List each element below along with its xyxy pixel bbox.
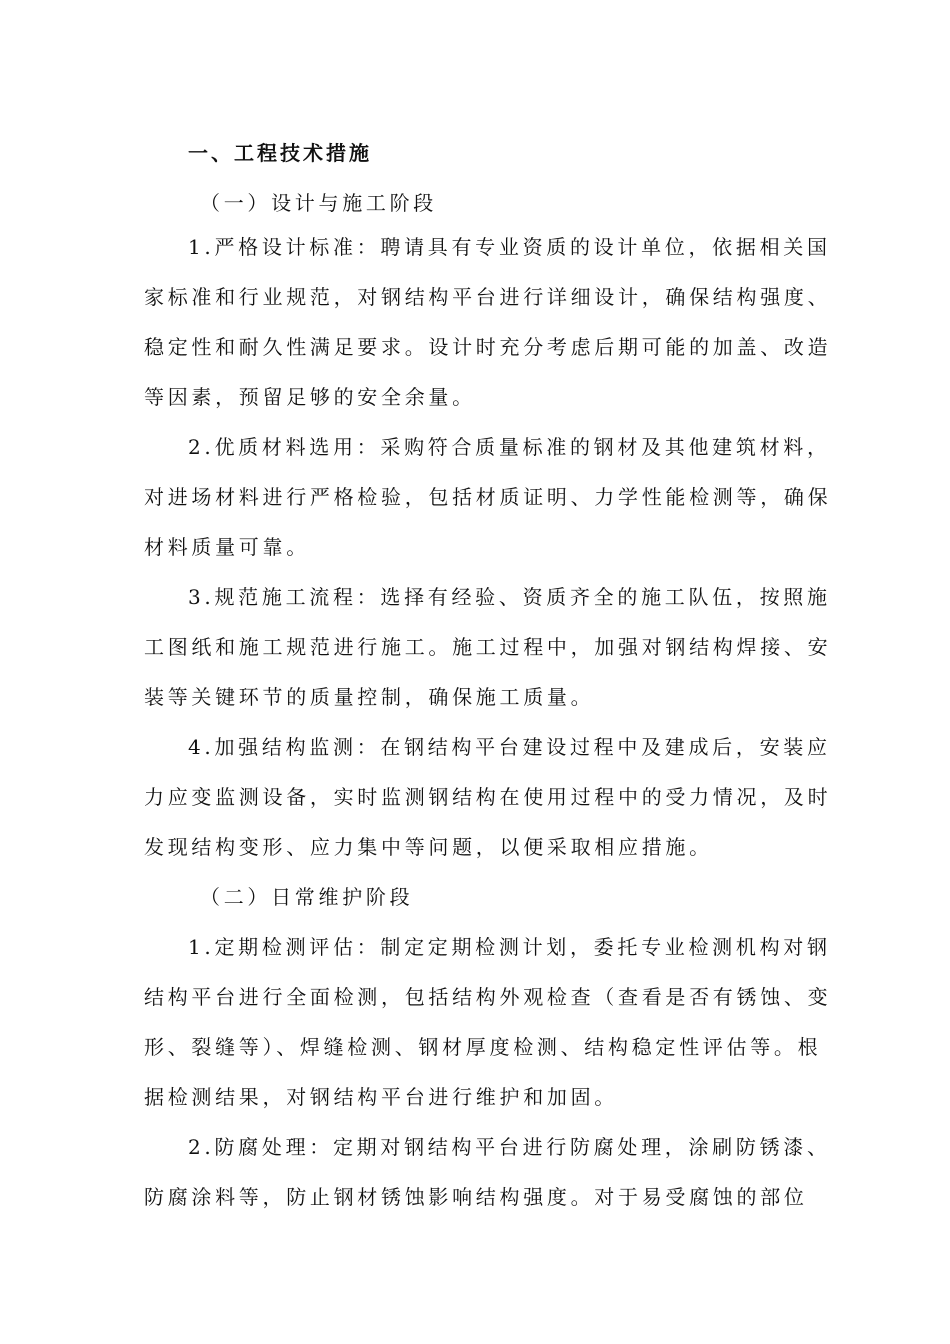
heading-engineering-measures: 一、工程技术措施 — [188, 141, 372, 165]
paragraph-line: 结构平台进行全面检测，包括结构外观检查（查看是否有锈蚀、变 — [144, 985, 832, 1009]
paragraph-line: 发现结构变形、应力集中等问题，以便采取相应措施。 — [144, 835, 713, 859]
paragraph-line: 工图纸和施工规范进行施工。施工过程中，加强对钢结构焊接、安 — [144, 635, 832, 659]
paragraph-line: 1.严格设计标准：聘请具有专业资质的设计单位，依据相关国 — [188, 235, 831, 259]
paragraph-line: 据检测结果，对钢结构平台进行维护和加固。 — [144, 1085, 618, 1109]
paragraph-line: 2.防腐处理：定期对钢结构平台进行防腐处理，涂刷防锈漆、 — [188, 1135, 831, 1159]
paragraph-design-standard — [144, 227, 832, 427]
paragraph-line: 装等关键环节的质量控制，确保施工质量。 — [144, 685, 595, 709]
paragraph-line: 形、裂缝等）、焊缝检测、钢材厚度检测、结构稳定性评估等。根 — [144, 1035, 822, 1059]
paragraph-line: 2.优质材料选用：采购符合质量标准的钢材及其他建筑材料， — [188, 435, 831, 459]
paragraph-anticorrosion — [144, 1127, 831, 1227]
paragraph-construction-process — [144, 577, 832, 727]
paragraph-line: 家标准和行业规范，对钢结构平台进行详细设计，确保结构强度、 — [144, 285, 832, 309]
paragraph-line: 3.规范施工流程：选择有经验、资质齐全的施工队伍，按照施 — [188, 585, 831, 609]
paragraph-line: 防腐涂料等，防止钢材锈蚀影响结构强度。对于易受腐蚀的部位 — [144, 1185, 808, 1209]
paragraph-line: 力应变监测设备，实时监测钢结构在使用过程中的受力情况，及时 — [144, 785, 832, 809]
section-title-daily-maintenance: （二）日常维护阶段 — [200, 885, 414, 909]
section-title-design-construction: （一）设计与施工阶段 — [200, 191, 437, 215]
paragraph-material-selection — [144, 427, 832, 577]
paragraph-line: 等因素，预留足够的安全余量。 — [144, 385, 476, 409]
paragraph-structure-monitoring — [144, 727, 832, 877]
paragraph-line: 1.定期检测评估：制定定期检测计划，委托专业检测机构对钢 — [188, 935, 831, 959]
paragraph-line: 材料质量可靠。 — [144, 535, 310, 559]
paragraph-periodic-inspection — [144, 927, 832, 1127]
paragraph-line: 稳定性和耐久性满足要求。设计时充分考虑后期可能的加盖、改造 — [144, 335, 832, 359]
document-body — [144, 133, 832, 1227]
paragraph-line: 4.加强结构监测：在钢结构平台建设过程中及建成后，安装应 — [188, 735, 831, 759]
paragraph-line: 对进场材料进行严格检验，包括材质证明、力学性能检测等，确保 — [144, 485, 832, 509]
